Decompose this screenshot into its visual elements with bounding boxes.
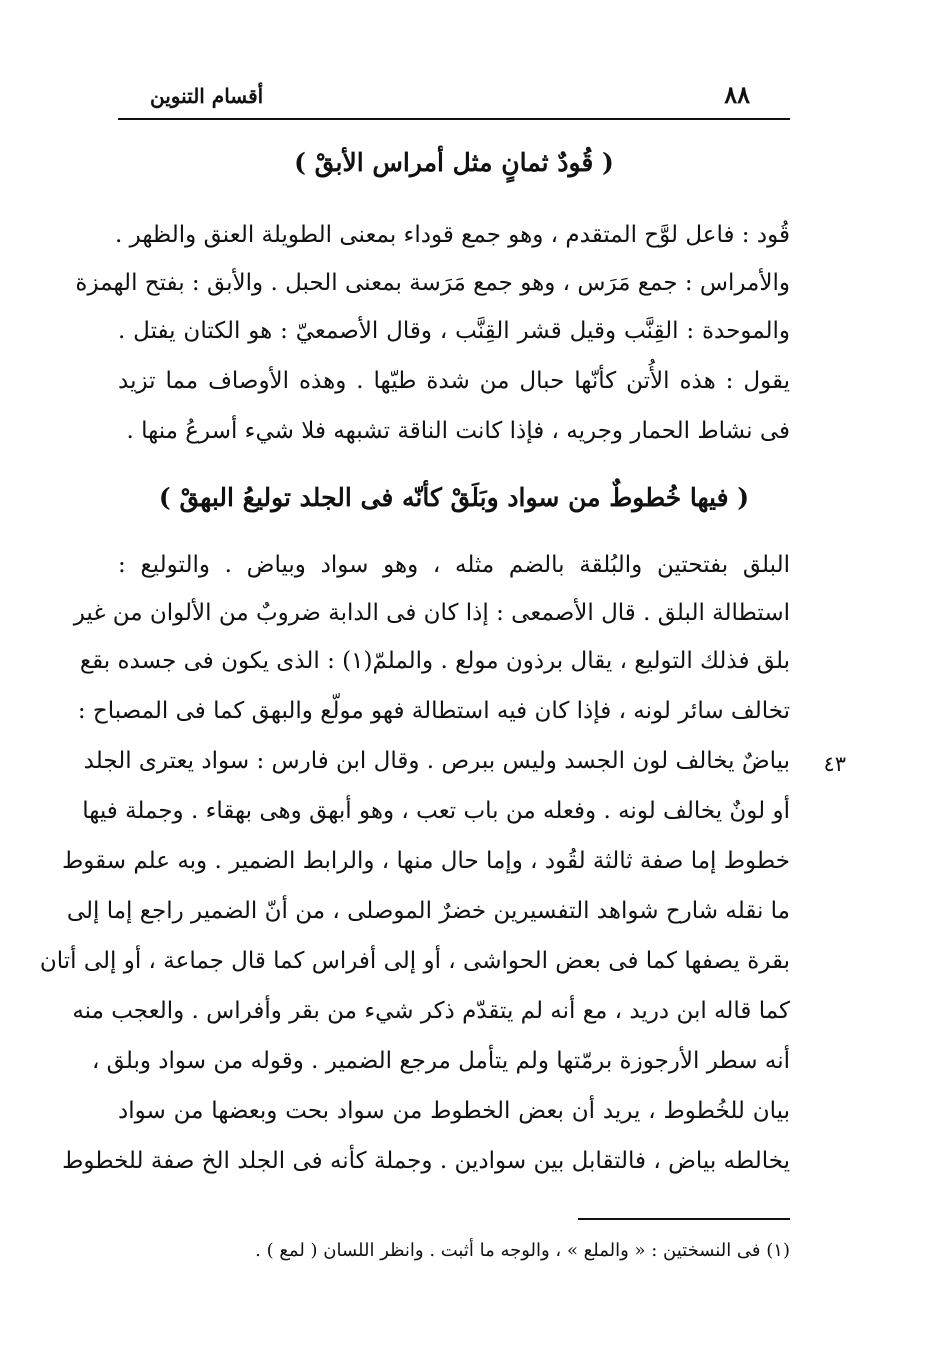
text-line: قُود : فاعل لوَّح المتقدم ، وهو جمع قوداء بمعنى الطويلة العنق والظهر . — [115, 222, 790, 248]
text-line: أو لونٌ يخالف لونه . وفعله من باب تعب ، وهو أبهق وهى بهقاء . وجملة فيها — [82, 798, 790, 824]
text-line: أنه سطر الأرجوزة برمّتها ولم يتأمل مرجع الضمير . وقوله من سواد وبلق ، — [91, 1048, 790, 1074]
text-line: فى نشاط الحمار وجريه ، فإذا كانت الناقة تشبهه فلا شيء أسرعُ منها . — [126, 418, 790, 444]
verse-line: ( فيها خُطوطٌ من سواد وبَلَقْ كأنّه فى الجلد توليعُ البهقْ ) — [158, 483, 750, 512]
text-line: البلق بفتحتين والبُلقة بالضم مثله ، وهو سواد وبياض . والتوليع : — [118, 552, 790, 578]
running-title: أقسام التنوين — [150, 84, 264, 108]
text-line: بياضٌ يخالف لون الجسد وليس ببرص . وقال ابن فارس : سواد يعترى الجلد — [83, 748, 790, 774]
text-line: بلق فذلك التوليع ، يقال برذون مولع . والملمّ(١) : الذى يكون فى جسده بقع — [79, 648, 790, 674]
margin-number: ٤٣ — [823, 752, 846, 776]
text-line: كما قاله ابن دريد ، مع أنه لم يتقدّم ذكر شيء من بقر وأفراس . والعجب منه — [72, 998, 790, 1024]
text-line: يقول : هذه الأُتن كأنّها حبال من شدة طيّها . وهذه الأوصاف مما تزيد — [118, 368, 790, 394]
verse-line: ( قُودٌ ثمانٍ مثل أمراس الأبقْ ) — [294, 148, 614, 177]
text-line: خطوط إما صفة ثالثة لقُود ، وإما حال منها ، والرابط الضمير . وبه علم سقوط — [62, 848, 790, 874]
text-line: والموحدة : القِنَّب وقيل قشر القِنَّب ، وقال الأصمعيّ : هو الكتان يفتل . — [118, 318, 790, 344]
footnote-divider — [578, 1218, 790, 1220]
text-line: تخالف سائر لونه ، فإذا كان فيه استطالة فهو مولّع والبهق كما فى المصباح : — [77, 698, 790, 724]
text-line: يخالطه بياض ، فالتقابل بين سوادين . وجملة كأنه فى الجلد الخ صفة للخطوط — [62, 1148, 790, 1174]
text-line: والأمراس : جمع مَرَس ، وهو جمع مَرَسة بمعنى الحبل . والأبق : بفتح الهمزة — [75, 270, 790, 296]
page-number: ٨٨ — [724, 80, 750, 109]
footnote: (١) فى النسختين : « والملع » ، والوجه ما أثبت . وانظر اللسان ( لمع ) . — [255, 1240, 790, 1261]
text-line: بقرة يصفها كما فى بعض الحواشى ، أو إلى أفراس كما قال جماعة ، أو إلى أتان — [39, 948, 790, 974]
text-line: بيان للخُطوط ، يريد أن بعض الخطوط من سواد بحت وبعضها من سواد — [118, 1098, 790, 1124]
page-header — [118, 78, 790, 120]
text-line: ما نقله شارح شواهد التفسيرين خضرٌ الموصلى ، من أنّ الضمير راجع إما إلى — [66, 898, 790, 924]
text-line: استطالة البلق . قال الأصمعى : إذا كان فى الدابة ضروبٌ من الألوان من غير — [73, 600, 790, 626]
